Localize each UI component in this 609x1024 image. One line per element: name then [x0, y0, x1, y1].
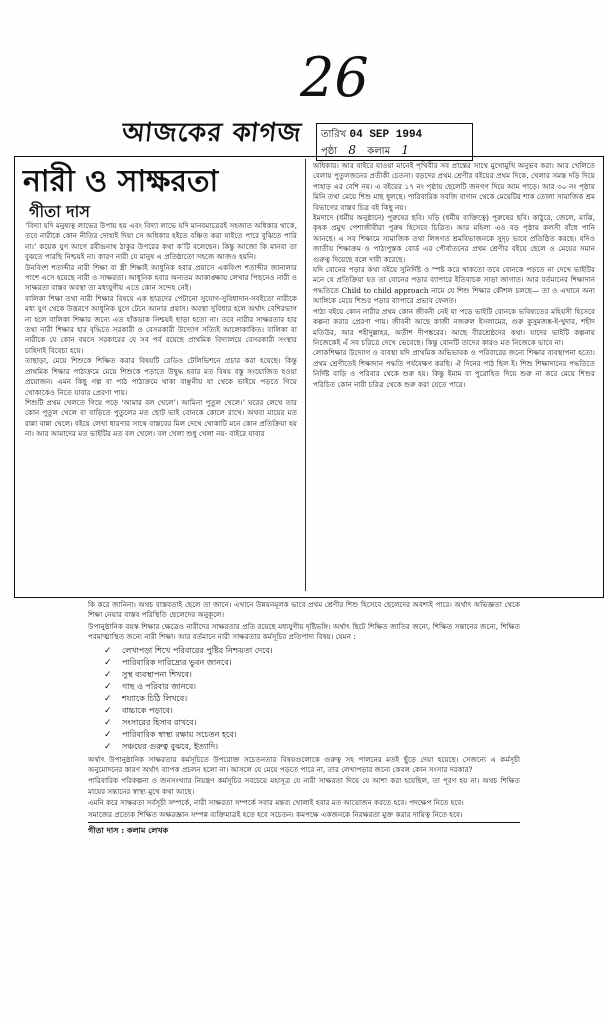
date-label: তারিখ: [321, 129, 347, 140]
checklist: [88, 645, 520, 753]
checklist-item: ✓ পারিবারিক স্বাস্থ্য রক্ষায় সচেতন হবে।: [122, 729, 520, 741]
newspaper-name: আজকের কাগজ: [120, 118, 304, 148]
paragraph: শিশুটি প্রথম খেলতে গিয়ে পড়ে ‘আমার বল খেলে’। আমিনা পুতুল খেলে।’ ঘরের লেখে তার কোন পুতুল খেলে বা বাড়িতে পুতুলের মত ছোট ভাই বোনকে কোলে রাখে। অথবা মায়ের মত রান্না বান্না খেলে। বইয়ে লেখা ধারণার সাথে বাস্তবের মিল দেখে খোকাটি মনে কোন প্রতিক্রিয়া হয় না। আর আমাদের মত ভাইটির মত বল খেলে। বল খেলা শুধু খেলা নয়- বাইরে যাবার: [25, 397, 297, 439]
checklist-item: ✓ সংসারের হিসাব রাখবে।: [122, 717, 520, 729]
paragraph: ‘বিদ্যা যদি মনুষ্যত্ব লাভের উপায় হয় এবং বিদ্যা লাভে যদি মানবমাত্রেরই সহজাত অধিকার থাকে, তবে নারীকে কোন নীতির দোহাই দিয়া সে অধিকার হইতে বঞ্চিত করা যাইতে পারে বুঝিতে পারি না।’ কয়েক যুগ আগে রবীন্দ্রনাথ ঠাকুর উপরের কথা ক’টি বলেছেন। কিন্তু আজো কি মানবা তা বুঝতে পারছি নিশ্চয়ই না। কারণ নারী যে মানুষ এ প্রতিষ্ঠাতো সহজে আজও হয়নি।: [25, 221, 297, 262]
article-headline: নারী ও সাক্ষরতা: [23, 164, 219, 199]
paragraph: ইমদাদে (ধর্মীয় অনুষ্ঠানে) পুরুষের ছবি। ঘড়ি (ধর্মীয় ব্যক্তিত্বে) পুরুষের ছবি। কাঠুরে, জেলে, মাঝি, কৃষক প্রমুখ পেশাজীবীরা পুরুষ হিসেবে চিত্রিত। আর মহিলা এও বড় পৃষ্ঠায় কলসী বাঁধে পানি আনছে। এ সব শিক্ষামে সামাজিক তথা লিঙ্গগত শ্রমবিভাজনকে সুদৃঢ় ভাবে প্রতিষ্ঠিত করছে। যদিও জাতীয় শিক্ষাক্রম ও পাঠ্যপুস্তক বোর্ড এর পৌর্বাতনের প্রথম শ্রেণীর বইয়ে ছেলে ও মেয়ের সমান গুরুত্ব দিয়েছে বলে দাবী করেছে।: [313, 213, 595, 264]
checklist-item: ✓ সঞ্চয়ের গুরুত্ব বুঝবে, ইত্যাদি।: [122, 741, 520, 753]
article-clipping: [14, 156, 604, 598]
paragraph: যদি বোনের পড়ার কথা বইয়ে সুনির্দিষ্ট ও স্পষ্ট করে থাকতো তবে বোনকে পড়তে না দেখে ভাইটির মনে যে প্রতিক্রিয়া হত তা বোনের পড়ার ব্যাপারে ইতিবাচক সাড়া জাগাত। আর বর্তমানের শিক্ষাদান পদ্ধতিতে Child to child approach নামে যে শিশু শিক্ষার কৌশল চলছে— তা ও এখানে অন্য আঙ্গিকে মেয়ে শিশুর পড়ার ব্যাপারে প্রভাব ফেলত।: [313, 265, 595, 306]
handwritten-page-number: [296, 44, 376, 104]
date-value: 04 SEP 1994: [349, 129, 423, 141]
handwritten-number-text: 26: [300, 46, 369, 104]
paragraph: সমাজের প্রত্যেক শিক্ষিত অক্ষরজ্ঞান সম্পন্ন ব্যক্তিমাত্রই হতে হবে সচেতন। কমপক্ষে একজনকে নিরক্ষরতা মুক্ত করার দায়িত্ব নিতে হবে।: [88, 809, 463, 819]
author-footer-note: গীতা দাস : কলাম লেখক: [88, 822, 520, 835]
column-label: কলাম: [367, 146, 391, 157]
checklist-item: ✓ বাচ্চাকে পড়াবে।: [122, 705, 520, 717]
paragraph: উপানুষ্ঠানিক বয়স্ক শিক্ষার ক্ষেত্রেও নারীদের সাক্ষরতার প্রতি রয়েছে মধ্যযুগীয় দৃষ্টিভঙ্গি। অর্থাৎ ছিটে শিক্ষিত জাতির জন্যে, শিক্ষিত সন্তানের জন্যে, শিক্ষিত পরমাত্মাস্থিত জন্যে নারী শিক্ষা। আর বর্তমানে নারী সাক্ষরতার কর্মসূচির প্রতিপাদ্য বিষয়। যেমন :: [88, 621, 520, 642]
column-value: 1: [401, 143, 409, 157]
column-divider: [305, 159, 306, 591]
article-continuation: [88, 600, 520, 1020]
checklist-item: ✓ শয্যাকে চিঠি লিখবে।: [122, 693, 520, 705]
checklist-item: ✓ লেখাপড়া শিখে পরিবারের পুষ্টির নিশ্চয়তা দেবে।: [122, 645, 520, 657]
paragraph: তাছাড়া, মেয়ে শিশুকে শিক্ষিত করার বিষয়টি রেডিও টেলিভিশনে প্রচার করা হয়েছে। কিন্তু প্রাথমিক শিক্ষার পাঠ্যক্রমে মেয়ে শিশুকে পড়াতে উদ্বুদ্ধ হবার মত বিষয় বস্তু সংযোজিত হওয়া প্রয়োজন। এমন কিছু গল্প বা পাঠ পাঠ্যক্রমে থাকা বাঞ্ছনীয় যা থেকে ভাইয়ে পড়তে গিয়ে খোকাকেও নিতে যাবার প্রেরণা পায়।: [25, 356, 297, 397]
checklist-item: ✓ সুস্থ ব্যবস্থাপনা শিখবে।: [122, 669, 520, 681]
checklist-item: ✓ গাছ ও পরিবার জানবে।: [122, 681, 520, 693]
paragraph: পারিবারিক পরিকল্পনা ও জনসংখ্যার নিয়ন্ত্রণ কর্মসূচির সবচেয়ে মহাসূত্র যে নারী সাক্ষরতা দিয়ে যে আশা করা হয়েছিল, তা পূরণ হয় না। অথচ শিক্ষিত মায়ের সন্তানের স্বাস্থ্য মুখে কথা আছে।: [88, 776, 520, 796]
paragraph: অর্থাৎ উপানুষ্ঠানিক সাক্ষরতার কর্মসূচিতে উপরোক্ত সচেতনতার বিষয়গুলোকে গুরুত্ব সহ পালনের মতই ছুঁড়ে দেয়া হয়েছে। সেজন্যে এ কর্মসূচী অনুমোদনের কারণ অর্থাৎ ব্যাপক প্রচলন হলো না। আসলে যে মেয়ে পড়তে পারে না, তার লেখাপড়ার জন্যে কেবল কোন সংসার দরকার?: [88, 754, 520, 775]
paragraph: কি করে জানিনা। অথচ বাস্তবতাই ছেলে তা জানে। এখানে উন্নয়নমূলক ভাবে প্রথম শ্রেণীর শিশু হিসেবে ছেলেদের অবশ্যই পারে। অর্থাৎ অভিজ্ঞতা থেকে শিক্ষা নেয়ার বাস্তব পরিস্থিতি ছেলেদের অনুকূলে।: [88, 600, 520, 620]
paragraph: এমনি করে সাক্ষরতা সর্বসূচী সম্পর্কে, নারী সাক্ষরতা সম্পর্কে সবার মন্তব্য খোলাই হবার মত আয়োজন করতে হবে। পদক্ষেপ নিতে হবে।: [88, 798, 464, 808]
paragraph: পাঠ্য বইয়ে কোন নারীর প্রথম কোন জীবনী নেই যা পড়ে ভাইটি বোনকে ভবিষ্যতের মহিয়সী হিসেবে কল্পনা করার প্রেরণা পায়। জীবনী আছে কাজী নজরুল ইসলামের, গুরু কুসুমজঙ্ক-ই-খুদার, শহীদ মতিউর, আর শহীদুল্লাহর, অতীশ দীপঙ্করের। আছে বীরশ্রেষ্ঠদের কথা। যাদের ভাইটি কল্পনায় নিজেকেই এঁ সব চরিত্রে দেখে ভেবেছে। কিন্তু বোনটি তাদের কারও মত নিজেকে ভাবে না।: [313, 306, 595, 347]
date-row: [321, 127, 422, 144]
page-value: 8: [348, 143, 357, 157]
page-label: পৃষ্ঠা: [321, 146, 338, 157]
paragraph: উনবিংশ শতাব্দীর নারী শিক্ষা বা স্ত্রী শিক্ষাই আধুনিক হবার প্রয়াসে একবিংশ শতাব্দীর জানালার পাশে এসে হয়েছে নারী ও সাক্ষরতা। আধুনিক হবার অন্যতম আকাঙ্ক্ষায় লেখার পিছনেও নারী ও সাক্ষরতা বাস্তব অবস্থা তা মধ্যযুগীয় এতে কোন সন্দেহ নেই।: [25, 262, 297, 293]
article-column-left: [25, 221, 297, 593]
paragraph: লোকশিক্ষার উদ্যোগ ও ব্যবস্থা যদি প্রাথমিক অভিভাবক ও পরিবারের জন্যে শিক্ষার ব্যবস্থাপনা হতো। প্রথম শ্রেণীতেই শিক্ষাদান পদ্ধতি পর্যবেক্ষণ করছি। ঐ দিনের পাঠ ছিল ই। শিশু শিক্ষাদানের পদ্ধতিতে নির্দিষ্ট বাড়ি ও পরিবার থেকে শুরু হয়। কিন্তু ইমাম বা পুরোহিত দিয়ে শুরু না করে মেয়ে শিশুর পরিচিত কোন নারী চরিত্র থেকে শুরু করা যেতে পারে।: [313, 348, 595, 389]
checklist-item: ✓ পারিবারিক দারিদ্র্যের ভুবন জানবে।: [122, 657, 520, 669]
article-author: গীতা দাস: [29, 202, 90, 221]
article-column-right: [313, 161, 595, 593]
paragraph: অধিকার। আর বাইরে যাওয়া মানেই পৃথিবীর সব প্রান্তের সাথে মুখোমুখি অনুভব করা। আর খেলিতে বেলায় পুতুলজনের প্রতীকী চেতনা। বড়দের প্রথম শ্রেণীর বইয়ের প্রথম দিকে, খেলার সমস্ত দড়ি দিয়ে পাহাড় এর বেশি নয়। এ বইয়ের ১৭ নং পৃষ্ঠায় ছেলেটি জনগণ দিয়ে আম পাড়ে। আর ৩০ নং পৃষ্ঠায় মিনি তথা মেয়ে শিশু মাছ ধুলছে। পারিবারিক সবজি বাগান থেকে মেয়েটির শাক তোলা সামাজিক শ্রম বিভাগের বাস্তব চিত্র বই কিছু নয়।: [313, 161, 595, 212]
paragraph: বালিকা শিক্ষা তথা নারী শিক্ষার বিষয়ে এক ছাত্রদের পেটানো সুযোগ-সুবিধাদান-সবইতো নারীকে মধ্য যুগ থেকে উত্তরণে আধুনিক যুগে টেনে আনার প্রয়াস। অবস্থা সুবিধার হলে অর্থাৎ বেশিরভাগ না হলে বালিকা শিক্ষার জন্যে এত হাঁকডাক নিশ্চয়ই ছাড়া হতো না। তবে নারীর সাক্ষরতার হার তথা নারী শিক্ষার হার বৃদ্ধিতে সরকারী ও বেসরকারী উদ্যোগ সত্যিই আলোকাকিত। বালিকা বা নারীকে যে কোন বয়সে সরকারের যে সব পর্ব রয়েছে প্রাথমিক বিদ্যালয়ে বেসরকারী সংস্থার চাহিদাই বিবেচ্য হয়ে।: [25, 293, 297, 355]
